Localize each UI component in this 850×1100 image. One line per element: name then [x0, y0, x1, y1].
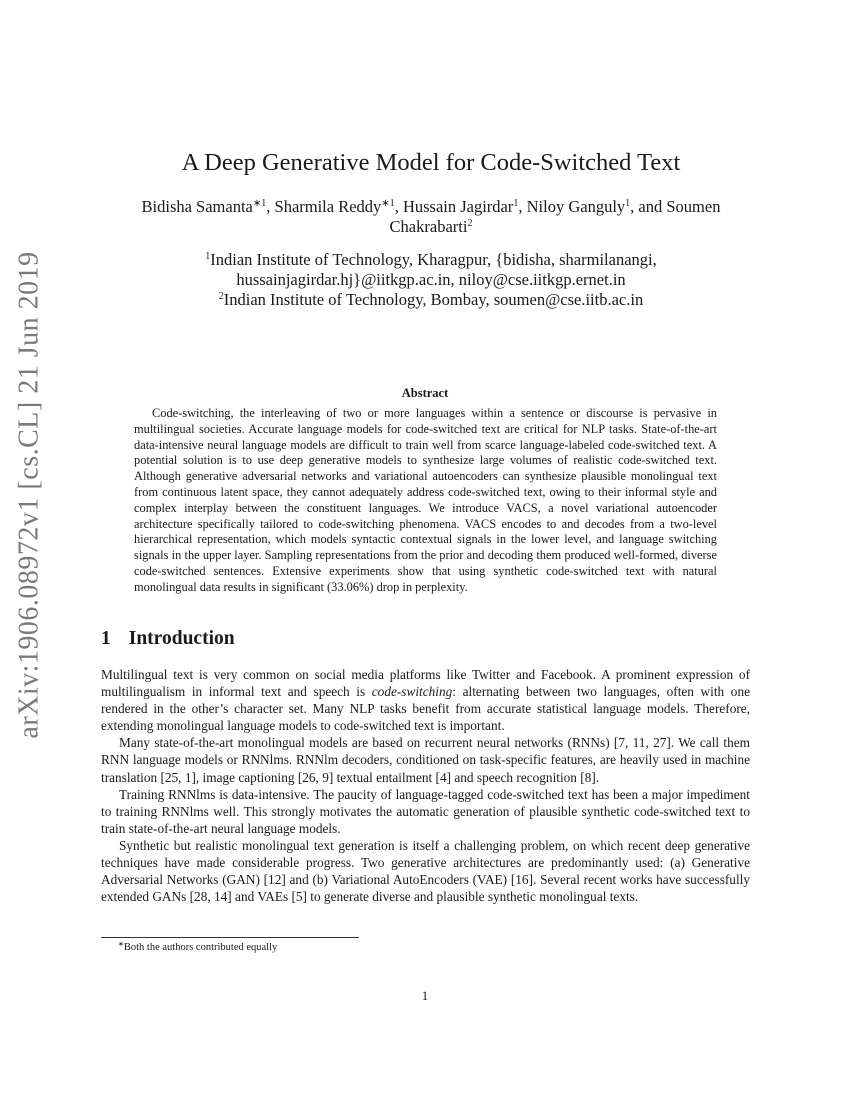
author-name: Niloy Ganguly	[526, 197, 626, 216]
affiliation-1: $^1$Indian Institute of Technology, Kharagpur, {bidisha, sharmilanangi,	[205, 250, 657, 269]
affiliations	[100, 250, 762, 310]
paper-title: A Deep Generative Model for Code-Switched Text	[181, 149, 681, 176]
affiliation-1-emails: hussainjagirdar.hj}@iitkgp.ac.in, niloy@cse.iitkgp.ernet.in	[236, 270, 626, 289]
author-name: Hussain Jagirdar	[402, 197, 514, 216]
footnote-mark: ∗	[118, 940, 124, 948]
arxiv-identifier: arXiv:1906.08972v1 [cs.CL] 21 Jun 2019	[14, 251, 45, 739]
paragraph: Multilingual text is very common on social media platforms like Twitter and Facebook. A prominent expression of multilingualism in informal text and speech is code-switching: alternating between two languages, often with one rendered in the other’s character set. Many NLP tasks benefit from accurate statistical language models. Therefore, extending monolingual language models to code-switched text is important.	[101, 667, 750, 734]
author-mark: 2	[467, 218, 473, 229]
author-name: Soumen Chakrabarti	[389, 197, 721, 236]
author-mark: ∗1	[252, 198, 267, 209]
footnote	[118, 942, 277, 953]
page-number: 1	[421, 988, 429, 1003]
abstract-body: Code-switching, the interleaving of two or more languages within a sentence or discourse is pervasive in multilingual societies. Accurate language models for code-switched text are critical for NLP tasks. State-of-the-art data-intensive neural language models are difficult to train well from scarce language-labeled code-switched text. A potential solution is to use deep generative models to synthesize large volumes of realistic code-switched text. Although generative adversarial networks and variational autoencoders can synthesize plausible monolingual text from continuous latent space, they cannot adequately address code-switched text, owing to their informal style and complex interplay between the constituent languages. We introduce VACS, a novel variational autoencoder architecture specifically tailored to code-switching phenomena. VACS encodes to and decodes from a two-level hierarchical representation, which models syntactic contextual signals in the lower level, and language switching signals in the upper layer. Sampling representations from the prior and decoding them produced well-formed, diverse code-switched sentences. Extensive experiments show that using synthetic code-switched text with natural monolingual data results in significant (33.06%) drop in perplexity.	[134, 406, 717, 594]
footnote-text: Both the authors contributed equally	[123, 942, 278, 953]
introduction-body	[101, 666, 750, 905]
author-name: Sharmila Reddy	[274, 197, 382, 216]
paragraph: Training RNNlms is data-intensive. The paucity of language-tagged code-switched text has been a major impediment to training RNNlms well. This strongly motivates the automatic generation of plausible synthetic code-switched text to train state-of-the-art neural language models.	[101, 786, 750, 836]
section-number: 1	[101, 628, 111, 649]
arxiv-side-stamp	[2, 251, 58, 739]
paragraph: Synthetic but realistic monolingual text generation is itself a challenging problem, on which recent deep generative techniques have made considerable progress. Two generative architectures are predominantly used: (a) Generative Adversarial Networks (GAN) [12] and (b) Variational AutoEncoders (VAE) [16]. Several recent works have successfully extended GANs [28, 14] and VAEs [5] to generate diverse and plausible synthetic monolingual texts.	[101, 837, 750, 905]
author-list: Bidisha Samanta$^{∗1}$, Sharmila Reddy$^{∗1}$, Hussain Jagirdar$^1$, Niloy Ganguly$^1$, and Soumen Chakrabarti$^2$	[141, 197, 721, 236]
affiliation-2: $^2$Indian Institute of Technology, Bombay, soumen@cse.iitb.ac.in	[218, 290, 644, 309]
paragraph: Many state-of-the-art monolingual models are based on recurrent neural networks (RNNs) [7, 11, 27]. We call them RNN language models or RNNlms. RNNlm decoders, conditioned on task-specific features, are heavily used in machine translation [25, 1], image captioning [26, 9] textual entailment [4] and speech recognition [8].	[101, 735, 750, 785]
author-mark: ∗1	[381, 198, 395, 209]
emphasized-term: code-switching	[371, 684, 453, 700]
author-name: Bidisha Samanta	[141, 197, 253, 216]
abstract-heading: Abstract	[401, 386, 449, 400]
footnote-rule	[101, 937, 359, 938]
author-mark: 1	[513, 198, 519, 209]
author-mark: 1	[625, 198, 631, 209]
section-heading	[101, 628, 235, 650]
section-title: Introduction	[128, 628, 235, 649]
